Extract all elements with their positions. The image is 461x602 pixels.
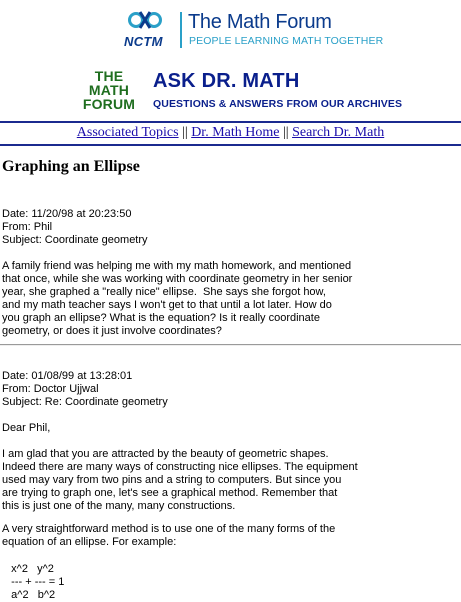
the-math-forum-logo[interactable]	[78, 69, 140, 111]
message-divider	[0, 344, 461, 346]
answer-date: Date: 01/08/99 at 13:28:01	[2, 370, 133, 382]
math-forum-banner[interactable]	[0, 0, 461, 60]
mf-logo-line: THE	[94, 68, 124, 84]
search-dr-math-link[interactable]: Search Dr. Math	[292, 125, 385, 140]
nctm-wordmark: NCTM	[124, 34, 163, 49]
mf-logo-line: FORUM	[82, 96, 136, 112]
nctm-logo	[124, 10, 174, 50]
page-title: Graphing an Ellipse	[2, 158, 140, 175]
math-forum-title: The Math Forum	[188, 11, 332, 33]
navigation-bar	[0, 121, 461, 146]
nav-separator: ||	[282, 125, 289, 140]
ellipse-equation: x^2 y^2 --- + --- = 1 a^2 b^2	[11, 563, 65, 601]
question-body: A family friend was helping me with my math homework, and mentioned that once, while she was working with coordinate geometry in her senior year, she graphed a "really nice" ellipse. She says she forgot how, and my math teacher says I won't get to that until a lot later. How do you graph an ellipse? What is the equation? Is it really coordinate geometry, or does it just involve coordinates?	[2, 260, 353, 337]
answer-paragraph: I am glad that you are attracted by the beauty of geometric shapes. Indeed there are many ways of constructing nice ellipses. The equipment used may vary from two pins and a string to computers. But since you are trying to graph one, let's see a graphical method. Remember that this is just one of the many, many constructions.	[2, 448, 358, 512]
ask-dr-math-title[interactable]: ASK DR. MATH	[153, 70, 300, 92]
mf-logo-line: MATH	[88, 82, 130, 98]
answer-paragraph: A very straightforward method is to use one of the many forms of the equation of an ellipse. For example:	[2, 523, 336, 548]
nctm-symbol-icon	[128, 10, 162, 34]
math-forum-tagline: PEOPLE LEARNING MATH TOGETHER	[189, 35, 384, 47]
question-date: Date: 11/20/98 at 20:23:50	[2, 208, 132, 220]
banner-divider	[180, 12, 182, 48]
associated-topics-link[interactable]: Associated Topics	[76, 125, 179, 140]
ask-dr-math-subtitle: QUESTIONS & ANSWERS FROM OUR ARCHIVES	[153, 98, 403, 110]
question-from: From: Phil	[2, 221, 53, 233]
dr-math-home-link[interactable]: Dr. Math Home	[191, 125, 280, 140]
nav-separator: ||	[182, 125, 188, 140]
question-subject: Subject: Coordinate geometry	[2, 234, 148, 246]
answer-subject: Subject: Re: Coordinate geometry	[2, 396, 168, 408]
answer-greeting: Dear Phil,	[2, 422, 51, 434]
answer-from: From: Doctor Ujjwal	[2, 383, 99, 395]
